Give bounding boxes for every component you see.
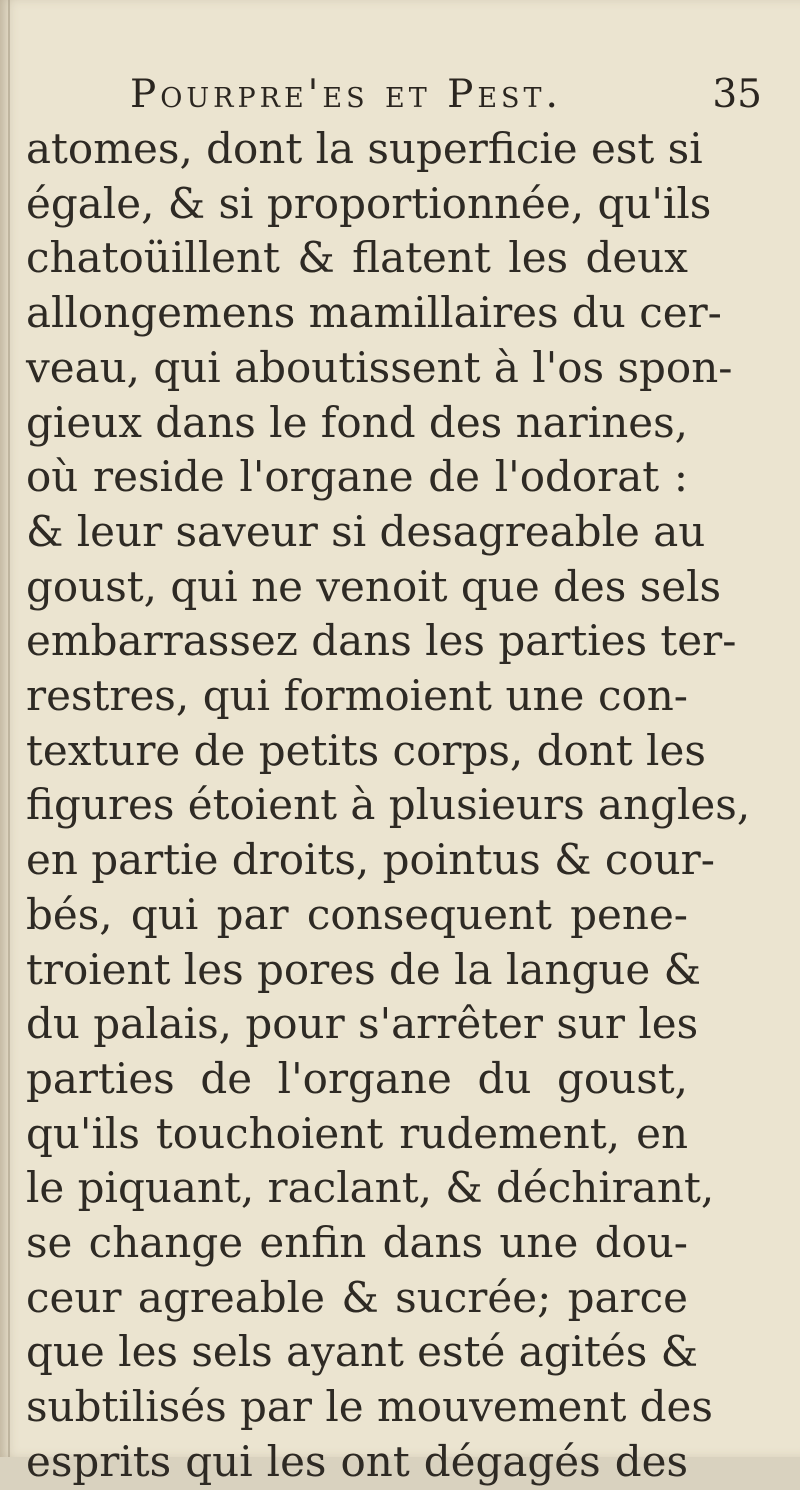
text-line: que les sels ayant esté agités &: [26, 1327, 699, 1377]
text-line: veau, qui aboutissent à l'os spon-: [26, 342, 733, 392]
text-line: où reside l'organe de l'odorat :: [26, 452, 688, 502]
text-line: chatoüillent & flatent les deux: [26, 233, 688, 283]
text-line: figures étoient à plusieurs angles,: [26, 780, 751, 830]
body-text: [26, 122, 751, 1490]
text-line: en partie droits, pointus & cour-: [26, 835, 715, 885]
text-line: embarrassez dans les parties ter-: [26, 616, 737, 666]
text-line: ceur agreable & sucrée; parce: [26, 1272, 688, 1322]
text-line: se change enfin dans une dou-: [26, 1218, 688, 1268]
text-line: atomes, dont la superficie est si: [26, 124, 703, 173]
text-line: le piquant, raclant, & déchirant,: [26, 1163, 715, 1213]
page-number: 35: [712, 72, 762, 117]
text-line: bés, qui par consequent pene-: [26, 889, 688, 939]
text-line: esprits qui les ont dégagés des: [26, 1436, 688, 1486]
text-line: restres, qui formoient une con-: [26, 671, 688, 721]
text-line: troient les pores de la langue &: [26, 944, 701, 994]
text-line: allongemens mamillaires du cer-: [26, 288, 722, 338]
text-line: parties de l'organe du goust,: [26, 1053, 688, 1103]
page-gutter: [8, 0, 10, 1457]
text-line: gieux dans le fond des narines,: [26, 397, 688, 447]
page-header: [130, 72, 780, 122]
text-line: & leur saveur si desagreable au: [26, 506, 706, 556]
text-line: subtilisés par le mouvement des: [26, 1382, 713, 1432]
text-line: égale, & si proportionnée, qu'ils: [26, 178, 712, 228]
running-head: Pourpre'es et Pest.: [130, 72, 562, 117]
text-line: texture de petits corps, dont les: [26, 725, 706, 775]
text-line: du palais, pour s'arrêter sur les: [26, 999, 699, 1049]
text-line: goust, qui ne venoit que des sels: [26, 561, 722, 611]
text-line: qu'ils touchoient rudement, en: [26, 1108, 688, 1158]
